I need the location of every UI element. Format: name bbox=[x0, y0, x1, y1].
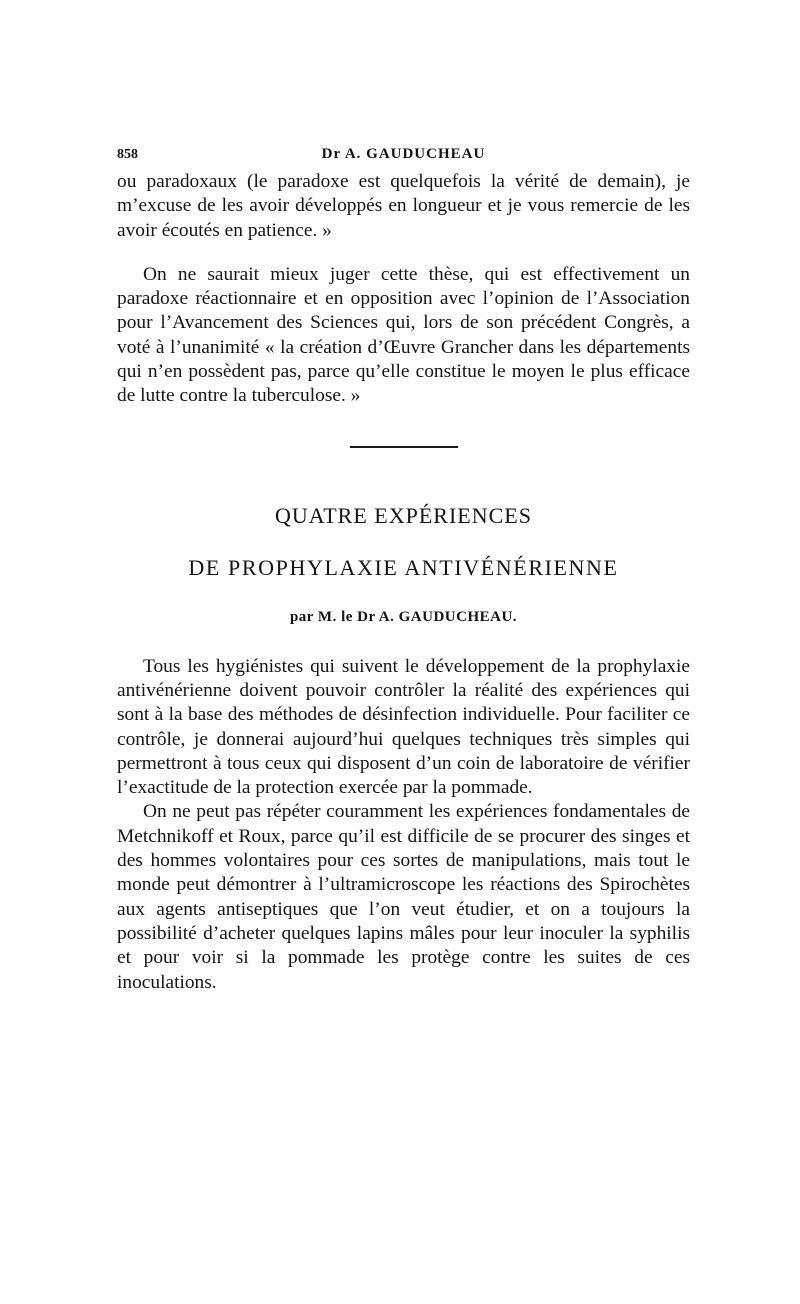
article-title-line-1: QUATRE EXPÉRIENCES bbox=[275, 502, 532, 528]
quote-paragraph: On ne saurait mieux juger cette thèse, qui est effectivement un paradoxe réactionnaire et en opposition avec l’opinion de l’Association pour l’Avancement des Sciences qui, lors de son précédent Congrès, a voté à l’unanimité « la création d’Œuvre Grancher dans les départements qui n’en possèdent pas, parce qu’elle constitue le moyen le plus efficace de lutte contre la tuberculose. » bbox=[117, 263, 690, 407]
page-header bbox=[117, 140, 690, 170]
running-head: Dr A. GAUDUCHEAU bbox=[321, 146, 486, 162]
article-byline: par M. le Dr A. GAUDUCHEAU. bbox=[289, 608, 518, 625]
article-title-line-2: DE PROPHYLAXIE ANTIVÉNÉRIENNE bbox=[188, 554, 619, 580]
section-divider bbox=[350, 446, 458, 448]
body-paragraph-2: On ne peut pas répéter couramment les expériences fondamentales de Metchnikoff et Roux, parce qu’il est difficile de se procurer des singes et des hommes volontaires pour ces sortes de manipulations, mais tout le monde peut démontrer à l’ultramicroscope les réactions des Spirochètes aux agents antiseptiques que l’on veut étudier, et on a toujours la possibilité d’acheter quelques lapins mâles pour leur inoculer la syphilis et pour voir si la pommade les protège contre les suites de ces inoculations. bbox=[117, 801, 690, 993]
continued-paragraph: ou paradoxaux (le paradoxe est quelquefois la vérité de demain), je m’excuse de les avoir développés en longueur et je vous remercie de les avoir écoutés en patience. » bbox=[117, 171, 690, 241]
book-page bbox=[117, 140, 690, 995]
body-paragraph-1: Tous les hygiénistes qui suivent le développement de la prophylaxie antivénérienne doivent pouvoir contrôler la réalité des expériences qui sont à la base des méthodes de désinfection individuelle. Pour faciliter ce contrôle, je donnerai aujourd’hui quelques techniques très simples qui permettront à tous ceux qui disposent d’un coin de laboratoire de vérifier l’exactitude de la protection exercée par la pommade. bbox=[117, 655, 690, 799]
page-number: 858 bbox=[117, 147, 138, 162]
